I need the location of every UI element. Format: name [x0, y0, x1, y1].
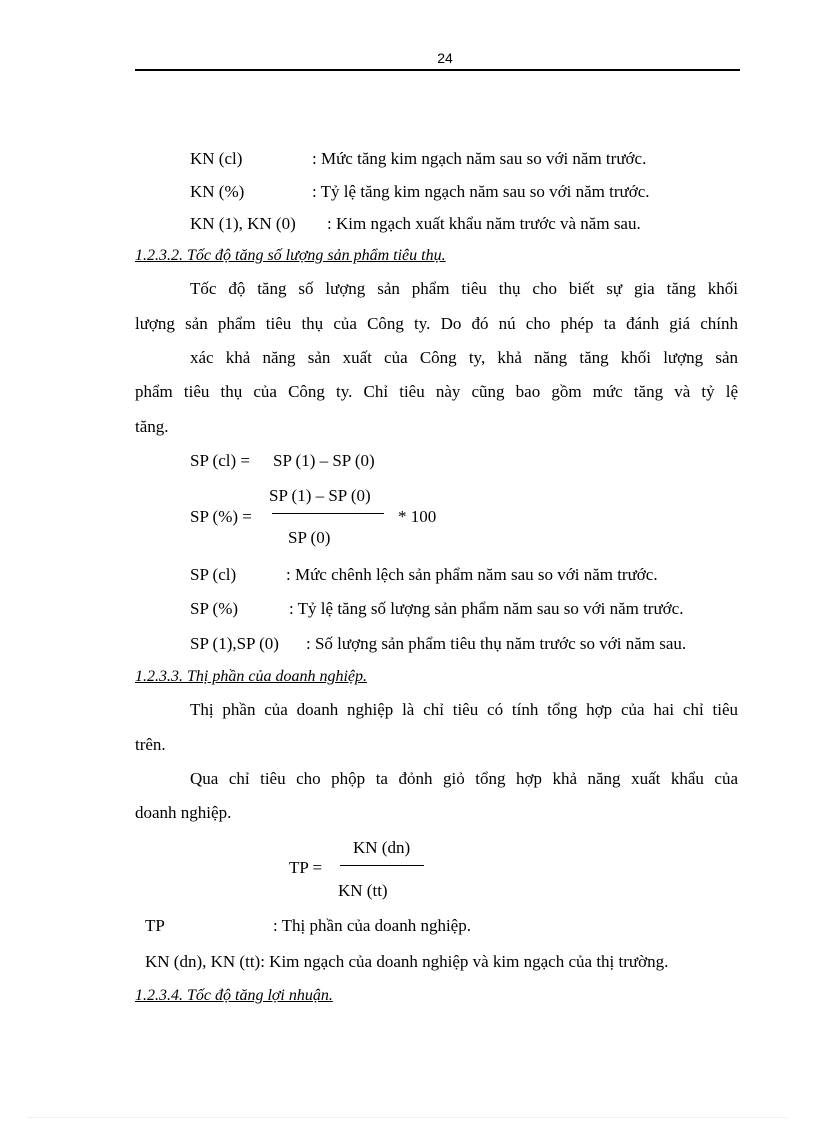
def-desc-kn-pct: : Tỷ lệ tăng kim ngạch năm sau so với năm trước.	[312, 182, 650, 201]
def-term-sp-pct: SP (%)	[190, 599, 239, 618]
formula-sp-pct-denominator: SP (0)	[288, 528, 331, 547]
def-desc-sp-pct: : Tỷ lệ tăng số lượng sản phẩm năm sau so với năm trước.	[289, 599, 684, 618]
paragraph-line: doanh nghiệp.	[135, 803, 232, 822]
def-term-sp-10: SP (1),SP (0)	[190, 634, 279, 653]
def-desc-kn-10: : Kim ngạch xuất khẩu năm trước và năm sau.	[327, 214, 641, 233]
def-term-kn-cl: KN (cl)	[190, 149, 243, 168]
paragraph-line: trên.	[135, 735, 166, 754]
def-desc-sp-cl: : Mức chênh lệch sản phẩm năm sau so với năm trước.	[286, 565, 658, 584]
section-heading: 1.2.3.2. Tốc độ tăng số lượng sản phẩm tiêu thụ.	[135, 247, 446, 264]
formula-sp-pct-numerator: SP (1) – SP (0)	[269, 486, 371, 505]
header-rule	[135, 69, 740, 71]
formula-sp-pct-multiplier: * 100	[398, 507, 437, 526]
def-desc-sp-10: : Số lượng sản phẩm tiêu thụ năm trước so với năm sau.	[306, 634, 687, 653]
formula-tp-denominator: KN (tt)	[338, 881, 388, 900]
paragraph-line: tăng.	[135, 417, 169, 436]
paragraph-line: xác khả năng sản xuất của Công ty, khả năng tăng khối lượng sản	[190, 348, 738, 367]
formula-sp-pct-lhs: SP (%) =	[190, 507, 252, 526]
def-desc-tp: : Thị phần của doanh nghiệp.	[273, 916, 471, 935]
formula-sp-cl-rhs: SP (1) – SP (0)	[273, 451, 375, 470]
paragraph-line: phẩm tiêu thụ của Công ty. Chỉ tiêu này cũng bao gồm mức tăng và tỷ lệ	[135, 382, 738, 401]
def-desc-kn-cl: : Mức tăng kim ngạch năm sau so với năm trước.	[312, 149, 647, 168]
formula-tp-numerator: KN (dn)	[353, 838, 411, 857]
section-heading: 1.2.3.4. Tốc độ tăng lợi nhuận.	[135, 987, 333, 1004]
def-kn-dn-tt: KN (dn), KN (tt): Kim ngạch của doanh nghiệp và kim ngạch của thị trường.	[145, 952, 669, 971]
paragraph-line: Tốc độ tăng số lượng sản phẩm tiêu thụ cho biết sự gia tăng khối	[190, 279, 738, 298]
formula-sp-cl-lhs: SP (cl) =	[190, 451, 250, 470]
def-term-tp: TP	[145, 916, 165, 935]
paragraph-line: Qua chỉ tiêu cho phộp ta đỏnh giỏ tổng hợp khả năng xuất khẩu của	[190, 769, 738, 788]
formula-tp-lhs: TP =	[289, 858, 323, 877]
def-term-kn-10: KN (1), KN (0)	[190, 214, 296, 233]
def-term-sp-cl: SP (cl)	[190, 565, 237, 584]
def-term-kn-pct: KN (%)	[190, 182, 245, 201]
page-number: 24	[437, 50, 453, 66]
paragraph-line: Thị phần của doanh nghiệp là chỉ tiêu có tính tổng hợp của hai chỉ tiêu	[190, 700, 738, 719]
fraction-bar	[272, 513, 384, 514]
fraction-bar	[340, 865, 424, 866]
section-heading: 1.2.3.3. Thị phần của doanh nghiệp.	[135, 668, 367, 685]
paragraph-line: lượng sản phẩm tiêu thụ của Công ty. Do đó nú cho phép ta đánh giá chính	[135, 314, 738, 333]
page-bottom-edge	[28, 1117, 788, 1118]
